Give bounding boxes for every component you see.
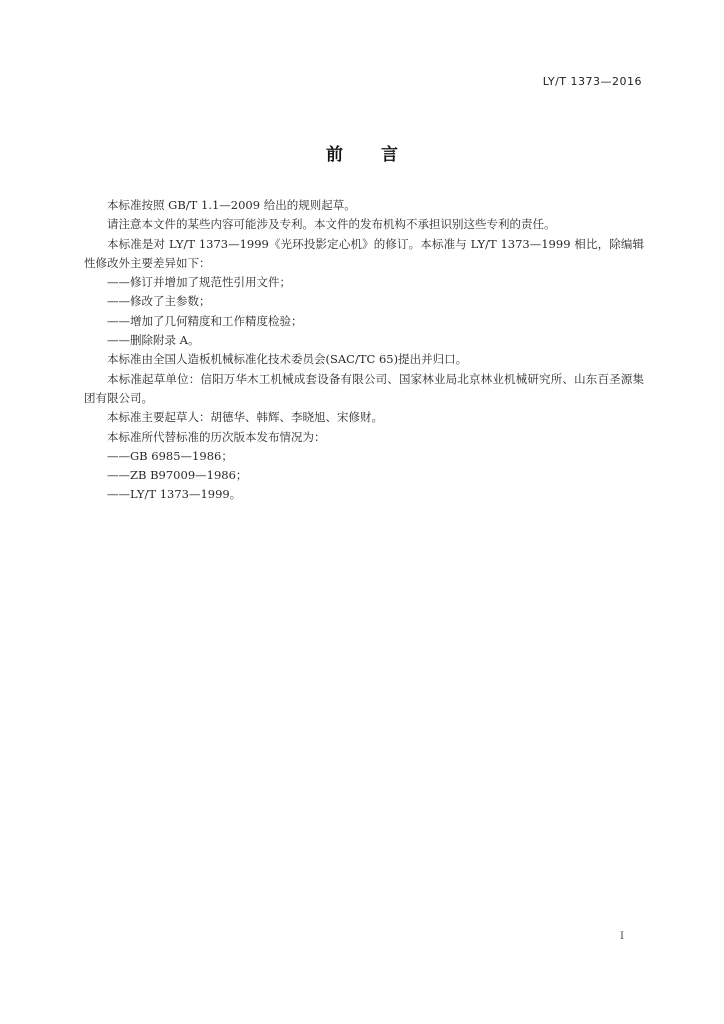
standard-code: LY/T 1373—2016	[542, 75, 642, 88]
section-title: 前言	[326, 145, 436, 165]
paragraph-proposer: 本标准由全国人造板机械标准化技术委员会(SAC/TC 65)提出并归口。	[107, 352, 468, 367]
page-number: I	[620, 931, 624, 942]
history-item: ——LY/T 1373—1999。	[107, 487, 242, 502]
paragraph-drafters: 本标准主要起草人：胡德华、韩辉、李晓旭、宋修财。	[107, 410, 383, 425]
paragraph-revision-note: 本标准是对 LY/T 1373—1999《光环投影定心机》的修订。本标准与 LY/T 1373—1999 相比，除编辑性修改外主要差异如下：	[84, 236, 644, 270]
paragraph-history-intro: 本标准所代替标准的历次版本发布情况为：	[107, 429, 326, 444]
change-item: ——修订并增加了规范性引用文件；	[107, 275, 291, 290]
paragraph-patent-notice: 请注意本文件的某些内容可能涉及专利。本文件的发布机构不承担识别这些专利的责任。	[107, 217, 556, 232]
foreword-body	[84, 196, 644, 505]
change-item: ——增加了几何精度和工作精度检验；	[107, 313, 303, 328]
history-item: ——ZB B97009—1986；	[107, 468, 248, 483]
paragraph-drafting-units: 本标准起草单位：信阳万华木工机械成套设备有限公司、国家林业局北京林业机械研究所、山东百圣源集团有限公司。	[84, 371, 644, 405]
change-item: ——删除附录 A。	[107, 333, 200, 348]
paragraph-drafting-rules: 本标准按照 GB/T 1.1—2009 给出的规则起草。	[107, 198, 356, 212]
history-item: ——GB 6985—1986；	[107, 448, 233, 463]
change-item: ——修改了主参数；	[107, 294, 211, 309]
